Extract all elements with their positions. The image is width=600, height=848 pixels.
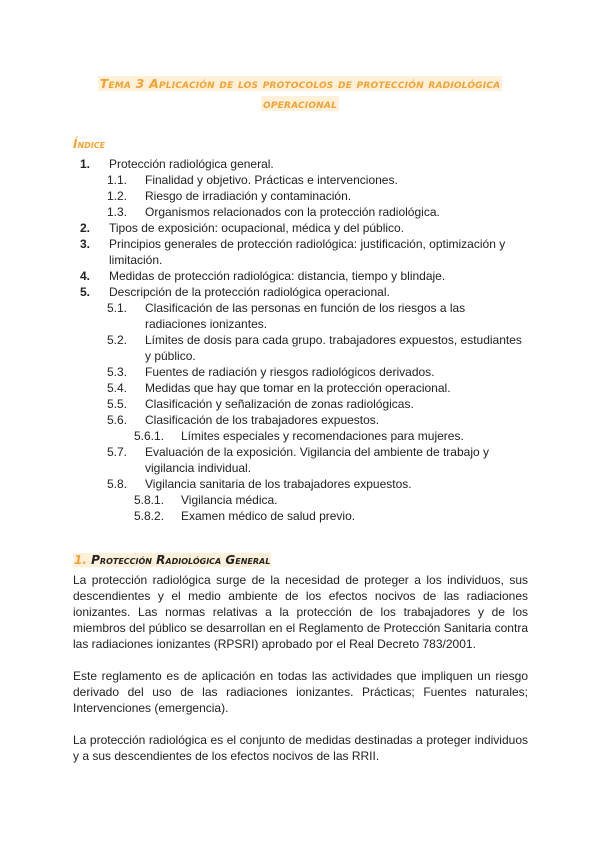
toc-item-text: Medidas que hay que tomar en la protección operacional. xyxy=(145,381,451,395)
paragraph: Este reglamento es de aplicación en todas las actividades que impliquen un riesgo derivado del uso de las radiaciones ionizantes. Prácticas; Fuentes naturales; Intervenciones (emergencia). xyxy=(73,669,528,715)
toc-item xyxy=(0,300,600,332)
toc-item-number: 5.3. xyxy=(107,365,128,379)
toc-item-text: Descripción de la protección radiológica operacional. xyxy=(109,285,390,299)
paragraph: La protección radiológica es el conjunto de medidas destinadas a proteger individuos y a sus descendientes de los efectos nocivos de las RRII. xyxy=(73,733,528,763)
toc-item-text: Vigilancia médica. xyxy=(181,493,278,507)
toc-item-text: Principios generales de protección radiológica: justificación, optimización y limitación. xyxy=(109,237,506,267)
toc-item xyxy=(0,428,600,444)
toc-item xyxy=(0,156,600,172)
table-of-contents xyxy=(0,156,600,524)
toc-item xyxy=(0,492,600,508)
toc-item xyxy=(0,508,600,524)
toc-item-number: 5.7. xyxy=(107,445,128,459)
toc-item xyxy=(0,236,600,268)
toc-item-text: Evaluación de la exposición. Vigilancia del ambiente de trabajo y vigilancia individual. xyxy=(145,445,489,475)
toc-item-number: 5. xyxy=(80,285,91,299)
section-title: Protección Radiológica General xyxy=(91,553,271,567)
toc-item-number: 5.6.1. xyxy=(134,429,165,443)
toc-item-text: Vigilancia sanitaria de los trabajadores expuestos. xyxy=(145,477,412,491)
toc-item-number: 1. xyxy=(80,157,91,171)
document-title: Tema 3 Aplicación de los protocolos de protección radiológica operacional xyxy=(99,76,501,111)
toc-item-text: Medidas de protección radiológica: distancia, tiempo y blindaje. xyxy=(109,269,446,283)
toc-item xyxy=(0,396,600,412)
toc-item-text: Tipos de exposición: ocupacional, médica y del público. xyxy=(109,221,405,235)
toc-item xyxy=(0,284,600,300)
toc-item-number: 5.4. xyxy=(107,381,128,395)
toc-item-number: 5.5. xyxy=(107,397,128,411)
toc-item-text: Riesgo de irradiación y contaminación. xyxy=(145,189,352,203)
paragraph: La protección radiológica surge de la necesidad de proteger a los individuos, sus descendientes y el medio ambiente de los efectos nocivos de las radiaciones ionizantes. Las normas relativas a la protección de los trabajadores y de los miembros del público se desarrollan en el Reglamento de Protección Sanitaria contra las radiaciones ionizantes (RPSRI) aprobado por el Real Decreto 783/2001. xyxy=(73,573,528,651)
toc-item xyxy=(0,444,600,476)
toc-item-text: Clasificación de los trabajadores expuestos. xyxy=(145,413,380,427)
toc-item-text: Fuentes de radiación y riesgos radiológicos derivados. xyxy=(145,365,435,379)
toc-item-text: Finalidad y objetivo. Prácticas e intervenciones. xyxy=(145,173,398,187)
toc-item-text: Clasificación y señalización de zonas radiológicas. xyxy=(145,397,414,411)
toc-item xyxy=(0,332,600,364)
toc-item-number: 2. xyxy=(80,221,91,235)
toc-item-number: 1.1. xyxy=(107,173,128,187)
toc-item-number: 5.8. xyxy=(107,477,128,491)
toc-item-text: Límites especiales y recomendaciones para mujeres. xyxy=(181,429,464,443)
section-number: 1. xyxy=(74,553,87,567)
toc-item xyxy=(0,220,600,236)
toc-item xyxy=(0,412,600,428)
toc-item xyxy=(0,268,600,284)
toc-item-number: 5.1. xyxy=(107,301,128,315)
toc-item xyxy=(0,380,600,396)
toc-item xyxy=(0,172,600,188)
toc-item-number: 3. xyxy=(80,237,91,251)
toc-item-text: Clasificación de las personas en función de los riesgos a las radiaciones ionizantes. xyxy=(145,301,466,331)
toc-item-number: 1.3. xyxy=(107,205,128,219)
toc-item-number: 4. xyxy=(80,269,91,283)
section-heading xyxy=(73,551,271,569)
toc-item xyxy=(0,188,600,204)
toc-item-text: Límites de dosis para cada grupo. trabajadores expuestos, estudiantes y público. xyxy=(145,333,522,363)
section-body xyxy=(73,572,528,780)
toc-item xyxy=(0,476,600,492)
toc-item-number: 5.2. xyxy=(107,333,128,347)
toc-item-number: 5.8.1. xyxy=(134,493,165,507)
toc-item xyxy=(0,364,600,380)
toc-item-number: 5.6. xyxy=(107,413,128,427)
toc-item-text: Protección radiológica general. xyxy=(109,157,274,171)
toc-item-text: Examen médico de salud previo. xyxy=(181,509,356,523)
toc-item-text: Organismos relacionados con la protección radiológica. xyxy=(145,205,440,219)
toc-item xyxy=(0,204,600,220)
toc-item-number: 1.2. xyxy=(107,189,128,203)
index-heading: Índice xyxy=(73,137,106,151)
toc-item-number: 5.8.2. xyxy=(134,509,165,523)
